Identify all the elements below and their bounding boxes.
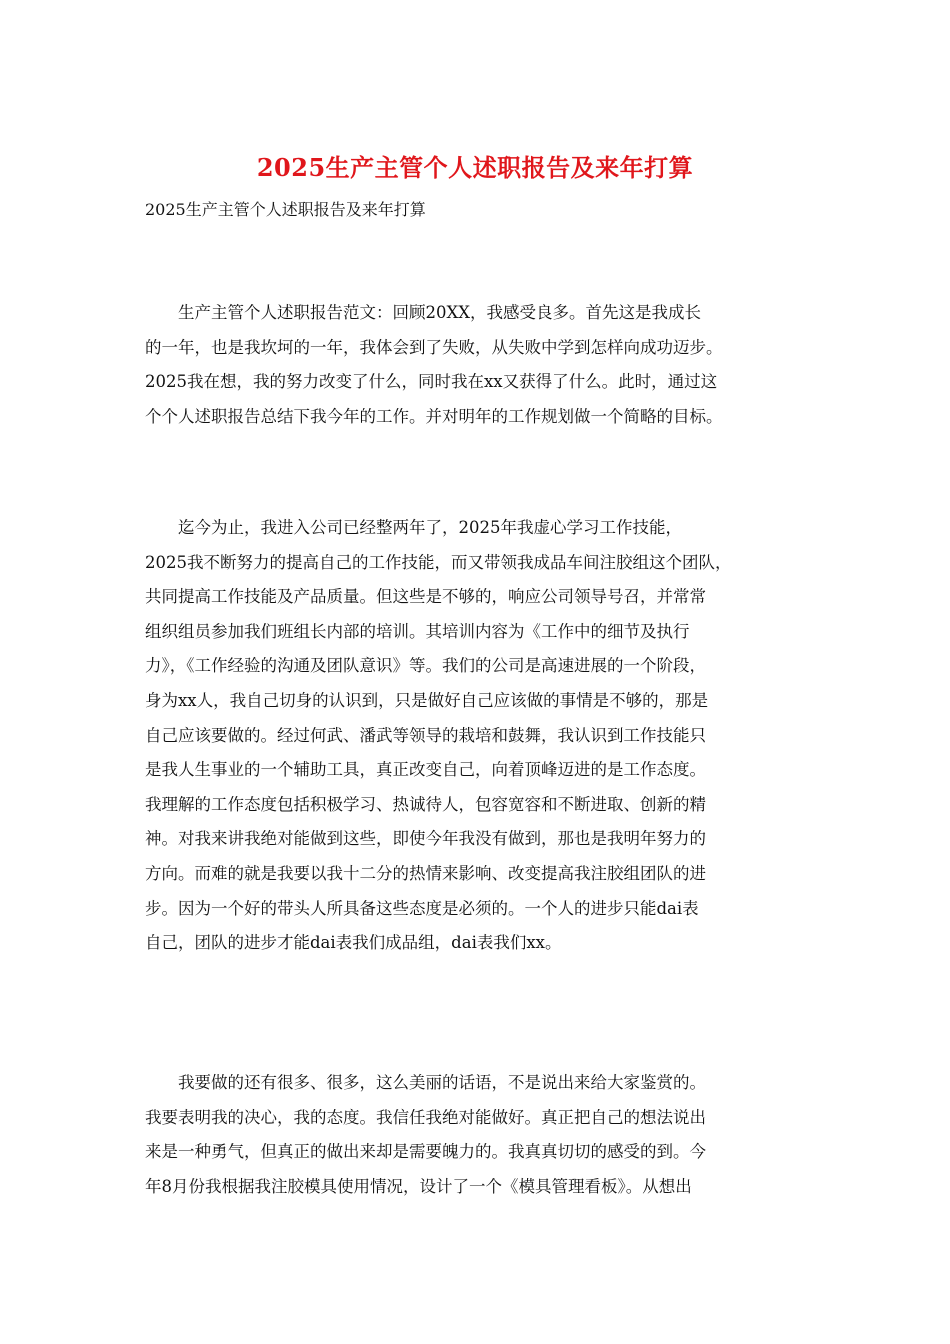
document-title: 2025生产主管个人述职报告及来年打算 — [256, 153, 694, 182]
paragraph-line: 自己应该要做的。经过何武、潘武等领导的栽培和鼓舞，我认识到工作技能只 — [145, 725, 706, 745]
paragraph-line: 我理解的工作态度包括积极学习、热诚待人，包容宽容和不断进取、创新的精 — [145, 794, 706, 814]
paragraph-line: 来是一种勇气，但真正的做出来却是需要魄力的。我真真切切的感受的到。今 — [145, 1142, 706, 1162]
paragraph-line: 我要做的还有很多、很多，这么美丽的话语，不是说出来给大家鉴赏的。 — [145, 1073, 706, 1092]
paragraph-3 — [145, 1066, 825, 1204]
document-subtitle: 2025生产主管个人述职报告及来年打算 — [145, 200, 426, 219]
paragraph-line: 2025我不断努力的提高自己的工作技能，而又带领我成品车间注胶组这个团队， — [145, 552, 732, 572]
paragraph-line: 的一年，也是我坎坷的一年，我体会到了失败，从失败中学到怎样向成功迈步。 — [145, 337, 723, 357]
paragraph-line: 迄今为止，我进入公司已经整两年了，2025年我虚心学习工作技能， — [145, 518, 682, 537]
paragraph-line: 力》，《工作经验的沟通及团队意识》等。我们的公司是高速进展的一个阶段， — [145, 656, 706, 676]
paragraph-line: 是我人生事业的一个辅助工具，真正改变自己，向着顶峰迈进的是工作态度。 — [145, 760, 706, 780]
paragraph-line: 自己，团队的进步才能dai表我们成品组，dai表我们xx。 — [145, 933, 562, 953]
paragraph-line: 组织组员参加我们班组长内部的培训。其培训内容为《工作中的细节及执行 — [145, 621, 690, 641]
paragraph-line: 神。对我来讲我绝对能做到这些，即使今年我没有做到，那也是我明年努力的 — [145, 829, 706, 849]
paragraph-1 — [145, 296, 825, 434]
paragraph-line: 我要表明我的决心，我的态度。我信任我绝对能做好。真正把自己的想法说出 — [145, 1107, 706, 1127]
paragraph-line: 共同提高工作技能及产品质量。但这些是不够的，响应公司领导号召，并常常 — [145, 587, 706, 607]
paragraph-line: 年8月份我根据我注胶模具使用情况，设计了一个《模具管理看板》。从想出 — [145, 1176, 692, 1196]
paragraph-line: 个个人述职报告总结下我今年的工作。并对明年的工作规划做一个简略的目标。 — [145, 406, 723, 426]
paragraph-2 — [145, 511, 825, 961]
paragraph-line: 步。因为一个好的带头人所具备这些态度是必须的。一个人的进步只能dai表 — [145, 898, 699, 918]
paragraph-line: 方向。而难的就是我要以我十二分的热情来影响、改变提高我注胶组团队的进 — [145, 863, 706, 883]
paragraph-line: 2025我在想，我的努力改变了什么，同时我在xx又获得了什么。此时，通过这 — [145, 372, 718, 392]
paragraph-line: 生产主管个人述职报告范文：回顾20XX，我感受良多。首先这是我成长 — [145, 303, 701, 322]
paragraph-line: 身为xx人，我自己切身的认识到，只是做好自己应该做的事情是不够的，那是 — [145, 690, 709, 710]
